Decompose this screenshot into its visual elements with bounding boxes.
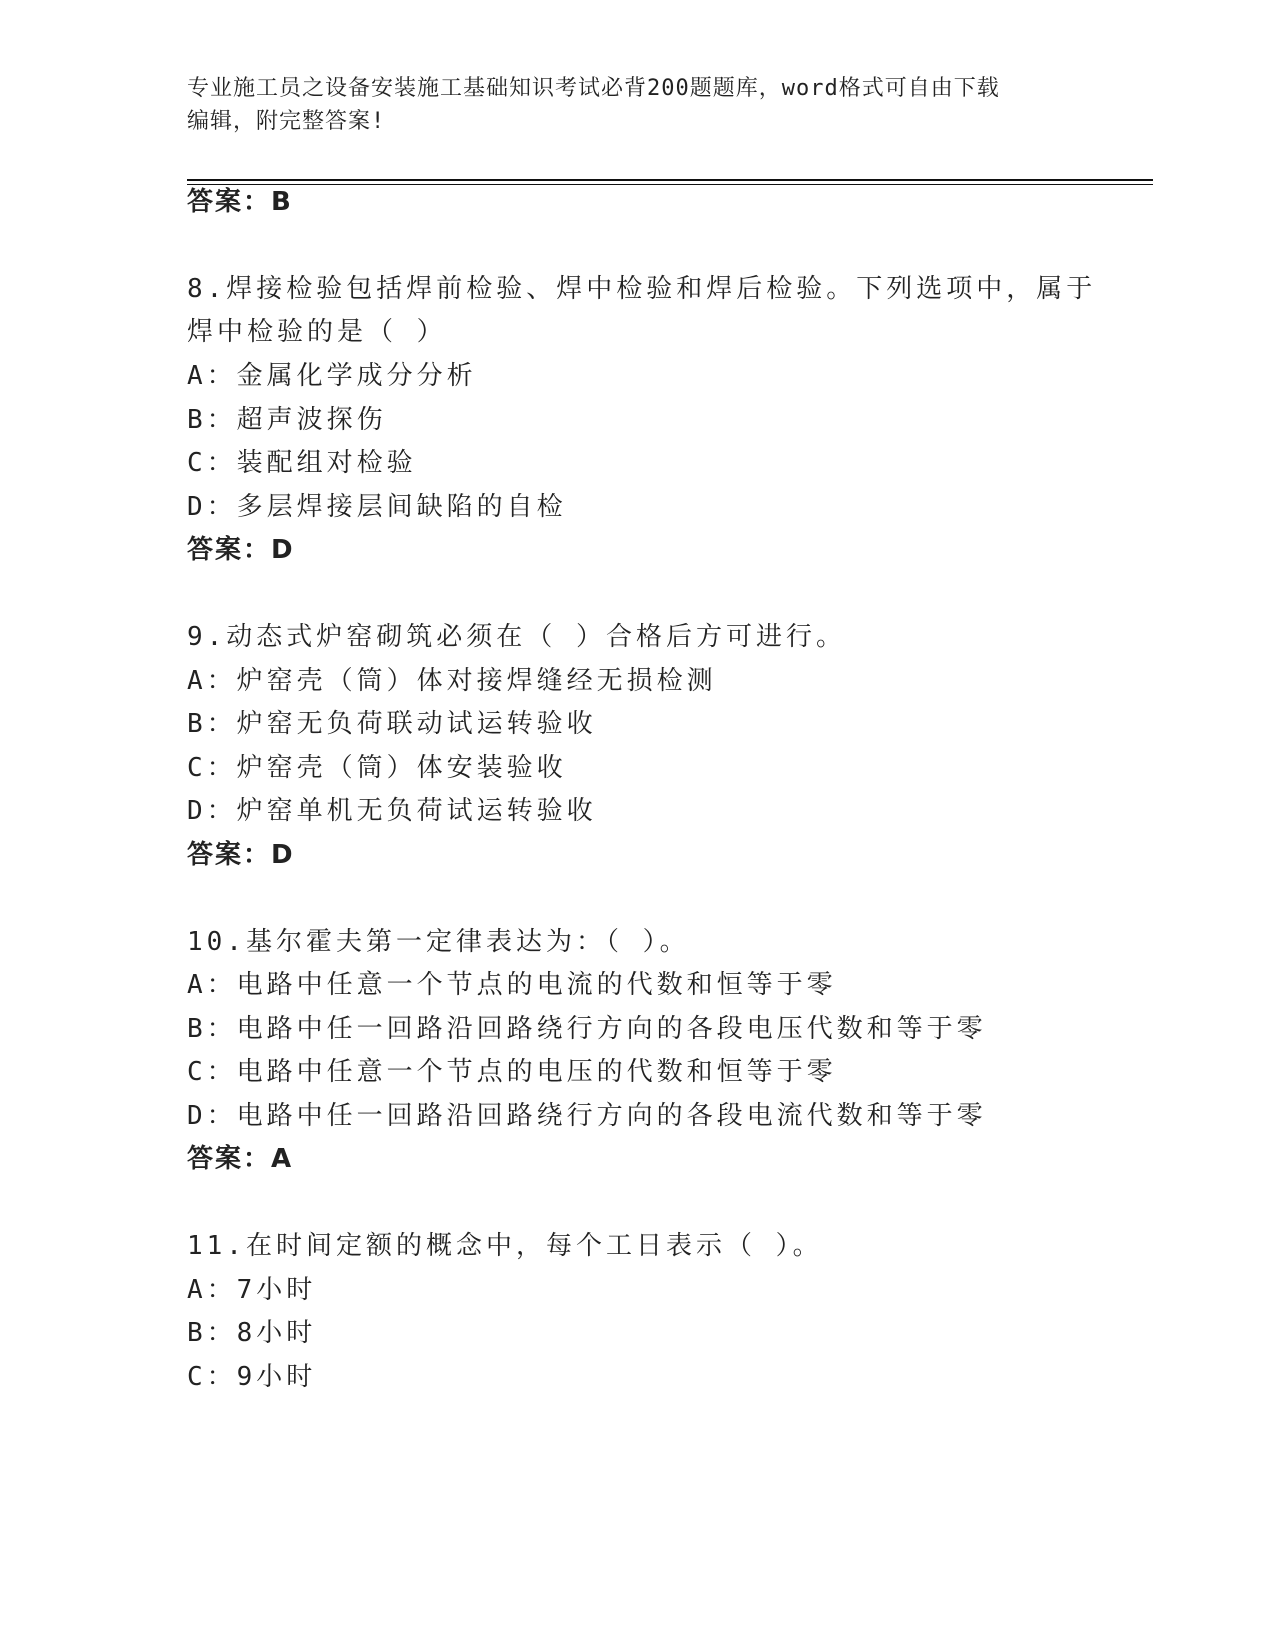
question-10-answer: 答案：A <box>187 1144 294 1174</box>
question-11-option-c: C：9小时 <box>187 1362 317 1392</box>
header-line-1: 专业施工员之设备安装施工基础知识考试必背200题题库，word格式可自由下载 <box>187 76 1000 101</box>
header-divider-thick <box>187 179 1153 181</box>
question-9-stem-line-1: 9.动态式炉窑砌筑必须在（ ）合格后方可进行。 <box>187 622 846 652</box>
question-10-option-d: D：电路中任一回路沿回路绕行方向的各段电流代数和等于零 <box>187 1101 987 1131</box>
question-8-option-c: C：装配组对检验 <box>187 448 417 478</box>
question-8-option-a: A：金属化学成分分析 <box>187 361 477 391</box>
question-11-option-a: A：7小时 <box>187 1275 317 1305</box>
question-10-option-c: C：电路中任意一个节点的电压的代数和恒等于零 <box>187 1057 837 1087</box>
previous-answer: 答案：B <box>187 187 293 217</box>
question-8-answer: 答案：D <box>187 535 295 565</box>
question-9-option-b: B：炉窑无负荷联动试运转验收 <box>187 709 597 739</box>
question-10-option-b: B：电路中任一回路沿回路绕行方向的各段电压代数和等于零 <box>187 1014 987 1044</box>
question-11-stem-line-1: 11.在时间定额的概念中，每个工日表示（ ）。 <box>187 1231 823 1261</box>
header-line-2: 编辑，附完整答案! <box>187 109 386 134</box>
question-8-stem-line-1: 8.焊接检验包括焊前检验、焊中检验和焊后检验。下列选项中，属于 <box>187 274 1097 304</box>
document-header <box>187 72 1067 138</box>
question-8-option-d: D：多层焊接层间缺陷的自检 <box>187 492 567 522</box>
question-11-option-b: B：8小时 <box>187 1318 317 1348</box>
question-10-option-a: A：电路中任意一个节点的电流的代数和恒等于零 <box>187 970 837 1000</box>
question-8-stem-line-2: 焊中检验的是（ ） <box>187 317 447 347</box>
question-10-stem-line-1: 10.基尔霍夫第一定律表达为：（ ）。 <box>187 927 690 957</box>
question-9-answer: 答案：D <box>187 840 295 870</box>
header-divider-thin <box>187 184 1153 185</box>
question-8-option-b: B：超声波探伤 <box>187 405 387 435</box>
question-9-option-a: A：炉窑壳（筒）体对接焊缝经无损检测 <box>187 666 717 696</box>
question-9-option-c: C：炉窑壳（筒）体安装验收 <box>187 753 567 783</box>
question-9-option-d: D：炉窑单机无负荷试运转验收 <box>187 796 597 826</box>
